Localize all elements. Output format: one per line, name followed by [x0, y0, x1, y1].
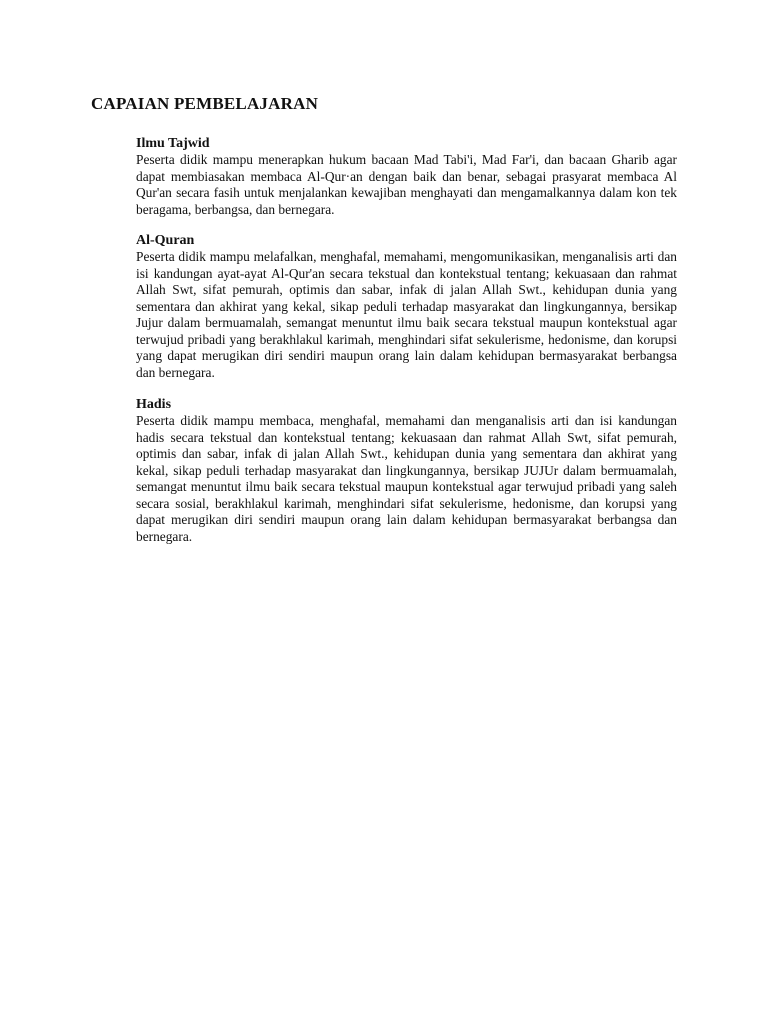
section-heading: Hadis: [136, 397, 172, 412]
section-heading: Al-Quran: [136, 233, 195, 248]
section-heading: Ilmu Tajwid: [136, 136, 210, 151]
section-al-quran: [136, 233, 677, 381]
section-body: Peserta didik mampu melafalkan, menghafal, memahami, mengomunikasikan, menganalisis arti dan isi kandungan ayat-ayat Al-Qur'an secara tekstual dan kontekstual tentang; kekuasaan dan rahmat Allah Swt, sifat pemurah, optimis dan sabar, infak di jalan Allah Swt., kehidupan dunia yang sementara dan akhirat yang kekal, sikap peduli terhadap masyarakat dan lingkungannya, bersikap Jujur dalam bermuamalah, semangat menuntut ilmu baik secara tekstual maupun kontekstual agar terwujud pribadi yang berakhlakul karimah, menghindari sifat sekulerisme, hedonisme, dan korupsi yang dapat merugikan diri sendiri maupun orang lain dalam kehidupan bermasyarakat berbangsa dan bernegara.: [136, 249, 677, 380]
section-body: Peserta didik mampu menerapkan hukum bacaan Mad Tabi'i, Mad Far'i, dan bacaan Gharib agar dapat membiasakan membaca Al-Qur·an dengan baik dan benar, sebagai prasyarat membaca Al Qur'an secara fasih untuk menjalankan kewajiban menghayati dan mengamalkannya dalam kon tek beragama, berbangsa, dan bernegara.: [136, 152, 677, 217]
page-title: CAPAIAN PEMBELAJARAN: [91, 94, 319, 113]
section-body: Peserta didik mampu membaca, menghafal, memahami dan menganalisis arti dan isi kandungan hadis secara tekstual dan kontekstual tentang; kekuasaan dan rahmat Allah Swt, sifat pemurah, optimis dan sabar, infak di jalan Allah Swt., kehidupan dunia yang sementara dan akhirat yang kekal, sikap peduli terhadap masyarakat dan lingkungannya, bersikap JUJUr dalam bermuamalah, semangat menuntut ilmu baik secara tekstual maupun kontekstual agar terwujud pribadi yang saleh secara sosial, berakhlakul karimah, menghindari sifat sekulerisme, hedonisme, dan korupsi yang dapat merugikan diri sendiri maupun orang lain dalam kehidupan bermasyarakat berbangsa dan bernegara.: [136, 413, 677, 544]
section-ilmu-tajwid: [136, 136, 677, 218]
section-hadis: [136, 397, 677, 545]
